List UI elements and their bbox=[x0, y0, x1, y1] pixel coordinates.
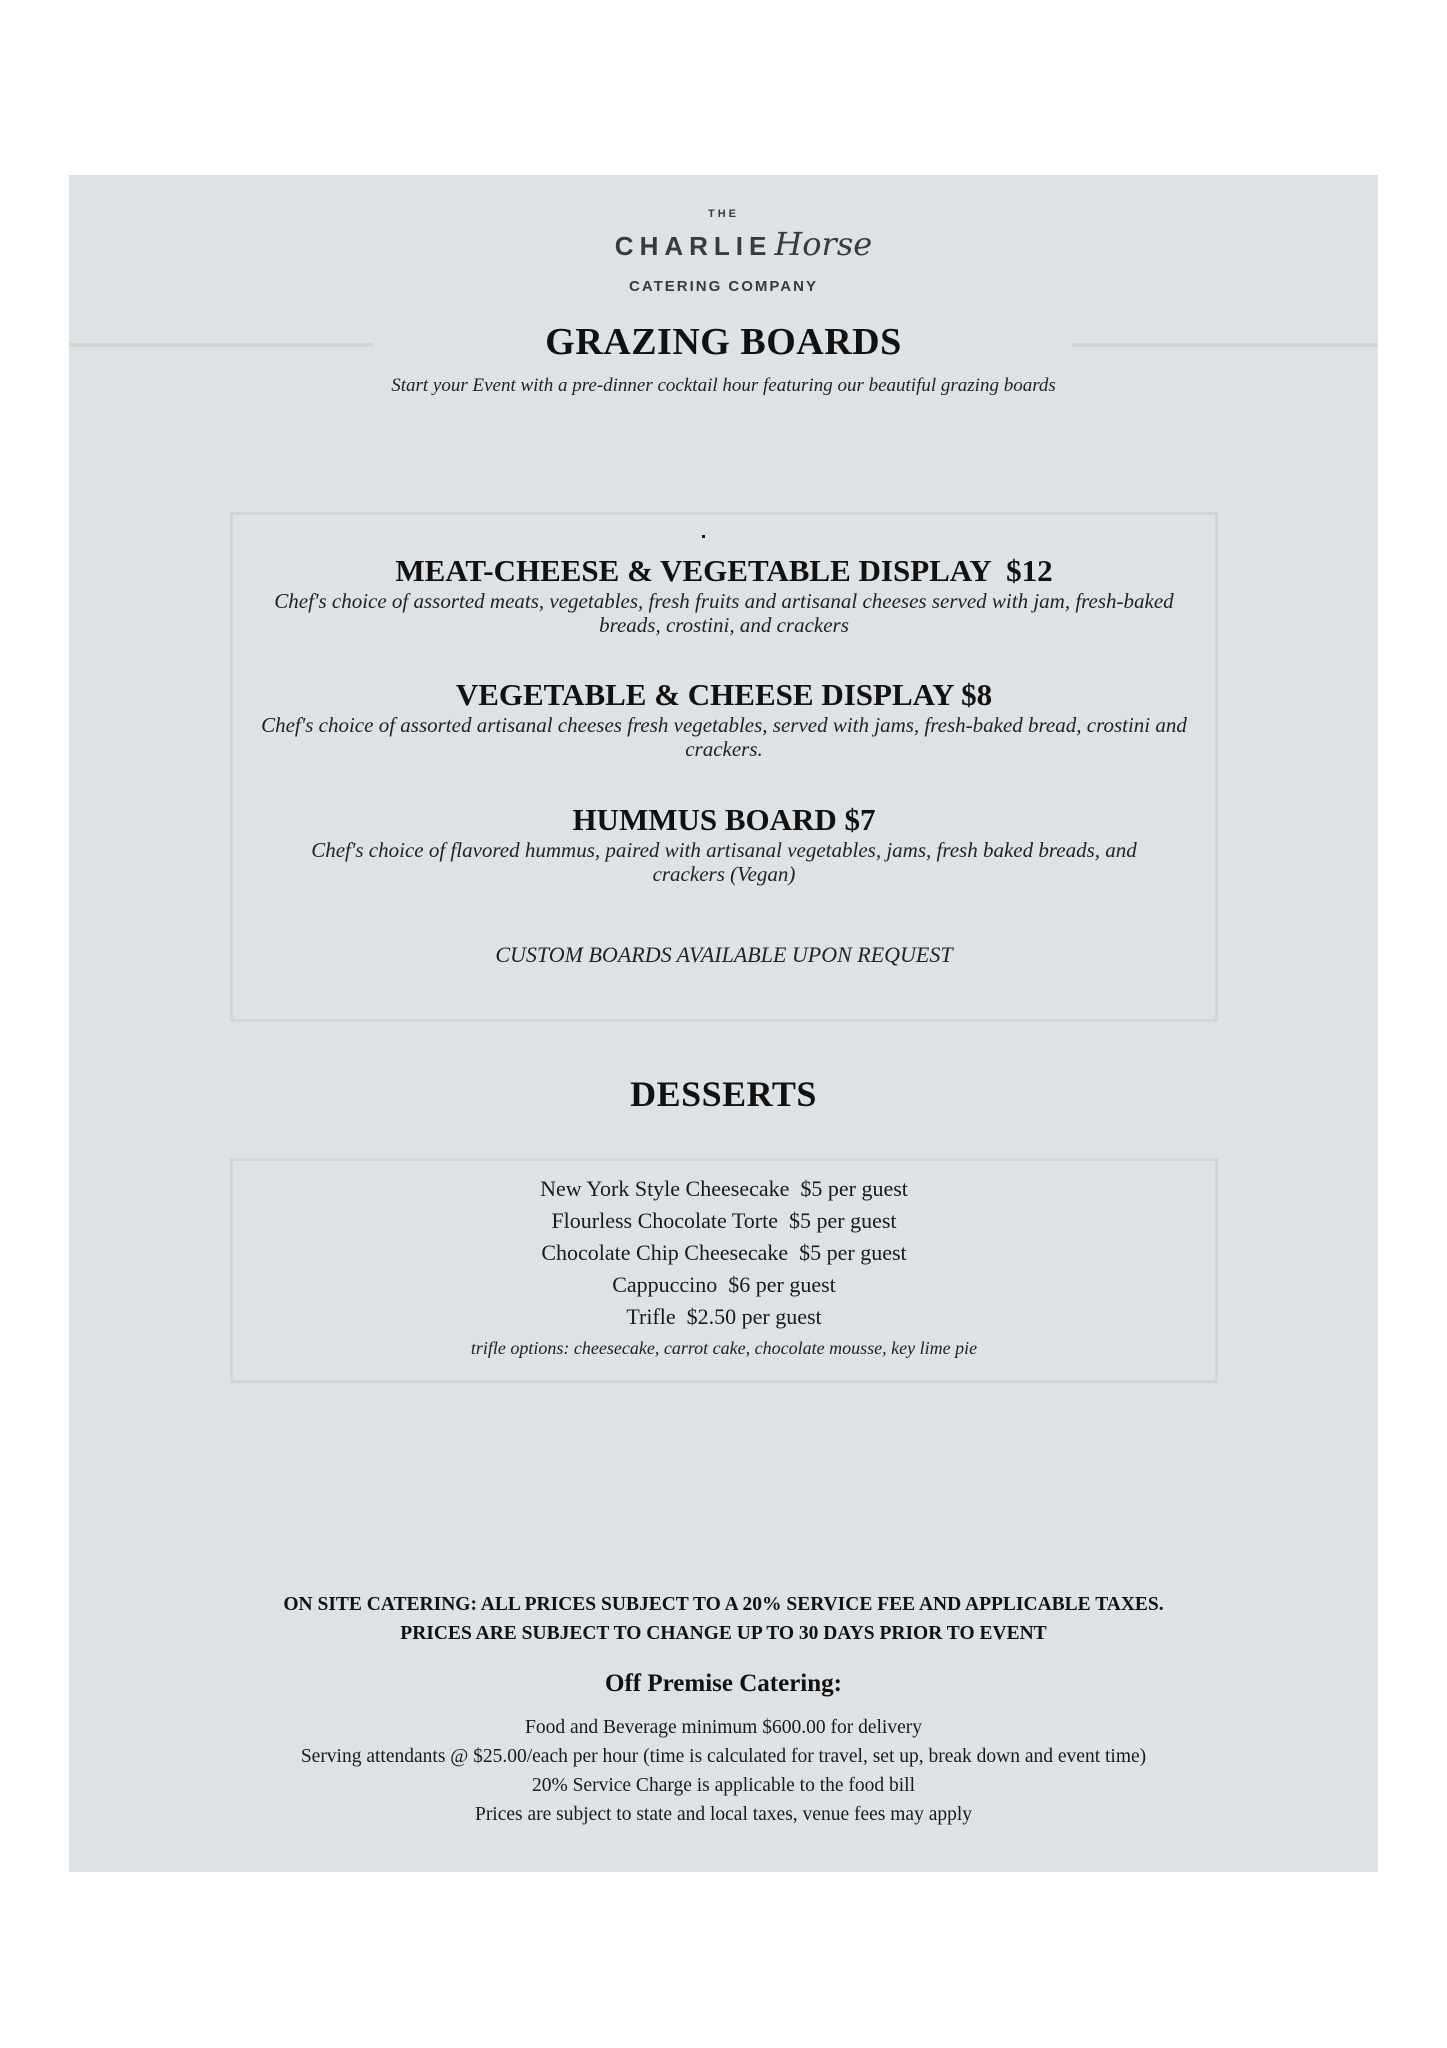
offpremise-title: Off Premise Catering: bbox=[605, 1670, 842, 1697]
grazing-subtitle: Start your Event with a pre-dinner cocktail hour featuring our beautiful grazing boards bbox=[391, 375, 1056, 396]
notice-line: ON SITE CATERING: ALL PRICES SUBJECT TO A 20% SERVICE FEE AND APPLICABLE TAXES. bbox=[283, 1594, 1164, 1615]
offpremise-line: 20% Service Charge is applicable to the food bill bbox=[531, 1775, 916, 1796]
logo-the: THE bbox=[708, 208, 739, 220]
dessert-item: Flourless Chocolate Torte $5 per guest bbox=[551, 1208, 897, 1233]
logo-charlie: CHARLIE bbox=[614, 231, 773, 261]
offpremise-line: Prices are subject to state and local taxes, venue fees may apply bbox=[474, 1804, 973, 1825]
logo-horse-script: Horse bbox=[774, 225, 873, 263]
offpremise-line: Serving attendants @ $25.00/each per hour (time is calculated for travel, set up, break down and event time) bbox=[300, 1746, 1147, 1767]
logo-subtitle: CATERING COMPANY bbox=[629, 278, 818, 295]
logo-wordmark bbox=[69, 225, 1378, 263]
grazing-boards-box bbox=[230, 512, 1218, 1022]
board-title: MEAT-CHEESE & VEGETABLE DISPLAY $12 bbox=[395, 553, 1053, 588]
dessert-list bbox=[233, 1173, 1215, 1363]
onsite-catering-notice bbox=[69, 1590, 1378, 1648]
notice-line: PRICES ARE SUBJECT TO CHANGE UP TO 30 DAYS PRIOR TO EVENT bbox=[400, 1623, 1047, 1644]
grazing-title: GRAZING BOARDS bbox=[545, 321, 902, 363]
dessert-item: New York Style Cheesecake $5 per guest bbox=[540, 1176, 908, 1201]
dessert-item: Cappuccino $6 per guest bbox=[612, 1272, 836, 1297]
desserts-title: DESSERTS bbox=[630, 1074, 817, 1114]
board-description: Chef's choice of assorted artisanal cheeses fresh vegetables, served with jams, fresh-baked bread, crostini and crackers. bbox=[261, 713, 1187, 761]
board-title: HUMMUS BOARD $7 bbox=[572, 802, 876, 837]
offpremise-line: Food and Beverage minimum $600.00 for delivery bbox=[525, 1717, 922, 1738]
dessert-item: Trifle $2.50 per guest bbox=[626, 1304, 822, 1329]
dessert-item: Chocolate Chip Cheesecake $5 per guest bbox=[541, 1240, 907, 1265]
desserts-box bbox=[230, 1158, 1218, 1383]
trifle-options-note: trifle options: cheesecake, carrot cake, chocolate mousse, key lime pie bbox=[470, 1338, 978, 1358]
stray-dot bbox=[702, 535, 705, 538]
menu-page bbox=[69, 175, 1378, 1872]
board-description: Chef's choice of flavored hummus, paired with artisanal vegetables, jams, fresh baked breads, and crackers (Vegan) bbox=[311, 838, 1137, 886]
board-item bbox=[233, 677, 1215, 761]
board-item bbox=[233, 802, 1215, 886]
board-title: VEGETABLE & CHEESE DISPLAY $8 bbox=[455, 677, 993, 712]
offpremise-details bbox=[69, 1713, 1378, 1829]
custom-boards-note: CUSTOM BOARDS AVAILABLE UPON REQUEST bbox=[495, 942, 953, 967]
board-item bbox=[233, 553, 1215, 637]
board-description: Chef's choice of assorted meats, vegetables, fresh fruits and artisanal cheeses served with jam, fresh-baked breads, crostini, and crackers bbox=[274, 589, 1174, 637]
